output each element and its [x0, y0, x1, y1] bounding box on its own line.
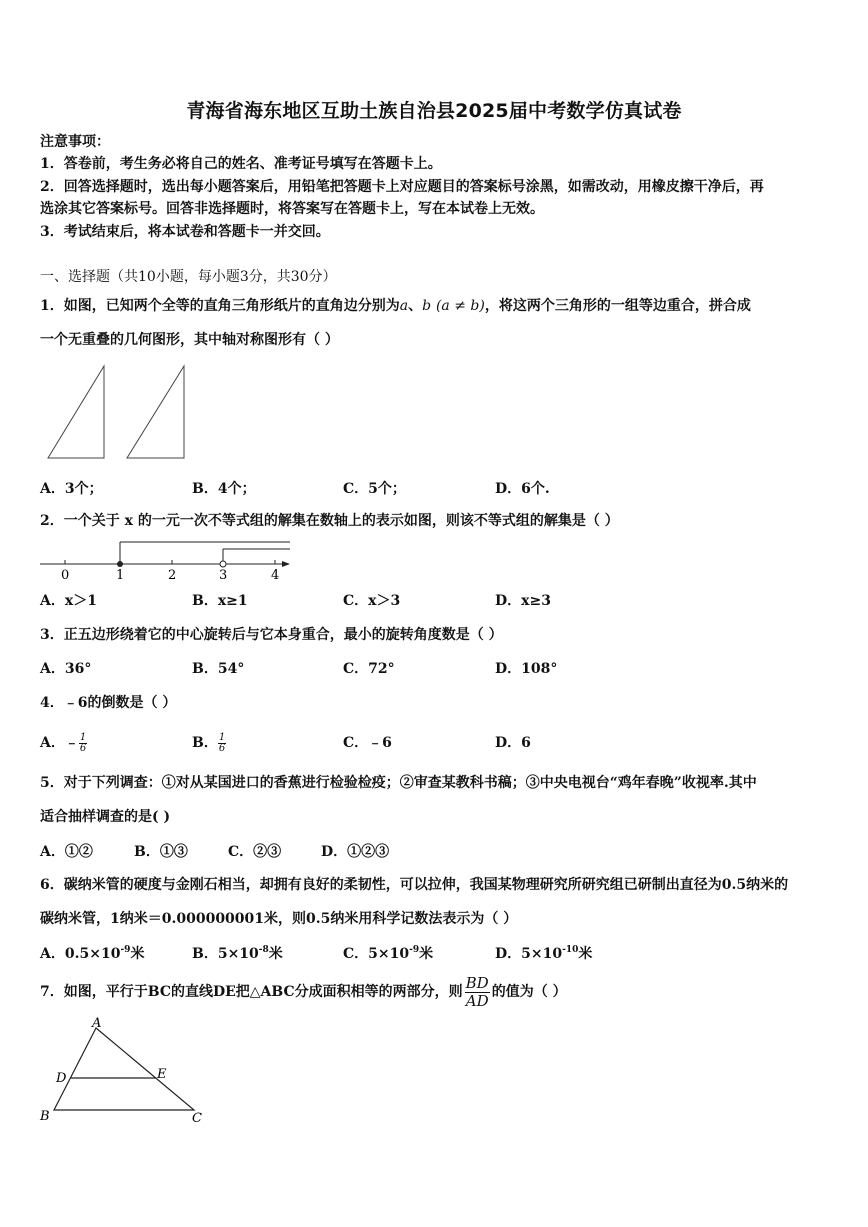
q1-option-b[interactable]: B．4个； [192, 481, 256, 497]
q2-option-b[interactable]: B．x≥1 [192, 593, 248, 609]
q6-option-b[interactable] [192, 945, 283, 963]
section-heading: 一、选择题（共10小题，每小题3分，共30分） [40, 269, 337, 285]
q1-var-a: a [399, 298, 409, 314]
q4-option-a[interactable] [40, 728, 87, 758]
q6-option-c-exponent: -9 [409, 945, 420, 955]
q2-option-a[interactable]: A．x＞1 [40, 593, 97, 609]
notes-item-3: 3．考试结束后，将本试卷和答题卡一并交回。 [40, 224, 330, 240]
q2-label-0: 0 [61, 568, 70, 583]
q3-option-d[interactable]: D．108° [495, 661, 558, 677]
q6-option-a-unit: 米 [130, 946, 145, 962]
q1-triangle-left [48, 366, 104, 458]
notes-item-2-cont: 选涂其它答案标号。回答非选择题时，将答案写在答题卡上，写在本试卷上无效。 [40, 201, 544, 217]
q6-option-a-exponent: -9 [120, 945, 131, 955]
q7-text-part1: 7．如图，平行于BC的直线DE把△ABC分成面积相等的两部分，则 [40, 984, 463, 1000]
q4-option-a-fraction [79, 733, 87, 754]
q2-label-4: 4 [271, 568, 280, 583]
q1-triangles-figure [40, 362, 200, 462]
q1-condition: (a ≠ b) [435, 298, 485, 314]
q4-option-b-numerator: 1 [218, 731, 226, 743]
q2-option-d[interactable]: D．x≥3 [495, 593, 551, 609]
q5-line-2: 适合抽样调查的是( ) [40, 809, 171, 825]
q1-option-a[interactable]: A．3个； [40, 481, 103, 497]
q6-option-a[interactable] [40, 945, 144, 963]
q6-option-b-unit: 米 [268, 946, 283, 962]
q7-triangle-abc [54, 1028, 194, 1110]
q2-solid-point-1 [117, 561, 123, 567]
page-title: 青海省海东地区互助土族自治县2025届中考数学仿真试卷 [186, 100, 682, 122]
q3-option-a[interactable]: A．36° [40, 661, 92, 677]
q1-text-part2: ，将这两个三角形的一组等边重合，拼合成 [484, 298, 751, 314]
q2-open-point-3 [220, 561, 226, 567]
q6-option-c-unit: 米 [419, 946, 434, 962]
q7-numerator: BD [465, 973, 489, 992]
q1-option-d[interactable]: D．6个. [495, 481, 550, 497]
q6-option-d-exponent: -10 [562, 945, 579, 955]
q4-option-b[interactable] [192, 728, 226, 758]
q1-line-1 [40, 297, 832, 315]
notes-heading: 注意事项： [40, 134, 110, 150]
q7-triangle-figure [36, 1012, 216, 1127]
q4-option-a-numerator: 1 [79, 731, 87, 743]
q7-label-c: C [192, 1111, 202, 1126]
q4-option-a-denominator: 6 [79, 742, 87, 754]
q7-denominator: AD [465, 991, 489, 1010]
q6-option-b-base: B．5×10 [192, 946, 259, 962]
q6-line-2: 碳纳米管，1纳米＝0.000000001米，则0.5纳米用科学记数法表示为（ ） [40, 911, 518, 927]
q7-line [40, 972, 832, 1012]
notes-item-2: 2．回答选择题时，选出每小题答案后，用铅笔把答题卡上对应题目的答案标号涂黑，如需改动，用橡皮擦干净后，再 [40, 179, 764, 195]
q6-option-d[interactable] [495, 945, 592, 963]
q7-text-part2: 的值为（ ） [491, 984, 567, 1000]
q2-axis-arrow [282, 561, 290, 567]
q1-var-b: b [422, 298, 432, 314]
q4-option-d[interactable]: D．6 [495, 735, 531, 751]
q4-option-b-fraction [218, 733, 226, 754]
q5-option-b[interactable]: B．①③ [134, 844, 188, 860]
q4-option-a-prefix: A．﹣ [40, 735, 79, 751]
q3-option-b[interactable]: B．54° [192, 661, 245, 677]
q2-number-line [36, 537, 296, 585]
q1-sep: 、 [408, 298, 423, 314]
q2-text: 2．一个关于 x 的一元一次不等式组的解集在数轴上的表示如图，则该不等式组的解集是（ ） [40, 513, 619, 529]
q5-option-d[interactable]: D．①②③ [321, 844, 390, 860]
q2-option-c[interactable]: C．x＞3 [343, 593, 401, 609]
q2-label-3: 3 [219, 568, 228, 583]
q4-option-b-denominator: 6 [218, 742, 226, 754]
q6-option-c[interactable] [343, 945, 433, 963]
q4-option-c[interactable]: C．﹣6 [343, 735, 392, 751]
q7-fraction [465, 975, 490, 1010]
q1-line-2: 一个无重叠的几何图形，其中轴对称图形有（ ） [40, 332, 339, 348]
q5-line-1: 5．对于下列调查：①对从某国进口的香蕉进行检验检疫；②审查某教科书稿；③中央电视台“鸡年春晚”收视率.其中 [40, 775, 757, 791]
q7-label-e: E [157, 1067, 167, 1082]
q6-option-b-exponent: -8 [258, 945, 269, 955]
q6-option-d-unit: 米 [578, 946, 593, 962]
q6-option-c-base: C．5×10 [343, 946, 410, 962]
q6-option-d-base: D．5×10 [495, 946, 563, 962]
q7-label-a: A [92, 1016, 102, 1031]
q3-option-c[interactable]: C．72° [343, 661, 395, 677]
notes-item-1: 1．答卷前，考生务必将自己的姓名、准考证号填写在答题卡上。 [40, 156, 442, 172]
q3-text: 3．正五边形绕着它的中心旋转后与它本身重合，最小的旋转角度数是（ ） [40, 627, 503, 643]
q7-label-d: D [56, 1071, 67, 1086]
q1-option-c[interactable]: C．5个； [343, 481, 406, 497]
q7-label-b: B [40, 1109, 50, 1124]
q2-label-1: 1 [116, 568, 125, 583]
q5-option-c[interactable]: C．②③ [228, 844, 282, 860]
q4-text: 4．﹣6的倒数是（ ） [40, 695, 177, 711]
q5-option-a[interactable]: A．①② [40, 844, 93, 860]
q2-label-2: 2 [168, 568, 177, 583]
q4-option-b-prefix: B． [192, 735, 218, 751]
q6-option-a-base: A．0.5×10 [40, 946, 121, 962]
q1-text-part1: 1．如图，已知两个全等的直角三角形纸片的直角边分别为 [40, 298, 400, 314]
q6-line-1: 6．碳纳米管的硬度与金刚石相当，却拥有良好的柔韧性，可以拉伸，我国某物理研究所研究组已研制出直径为0.5纳米的 [40, 877, 789, 893]
q1-triangle-right [127, 366, 184, 458]
